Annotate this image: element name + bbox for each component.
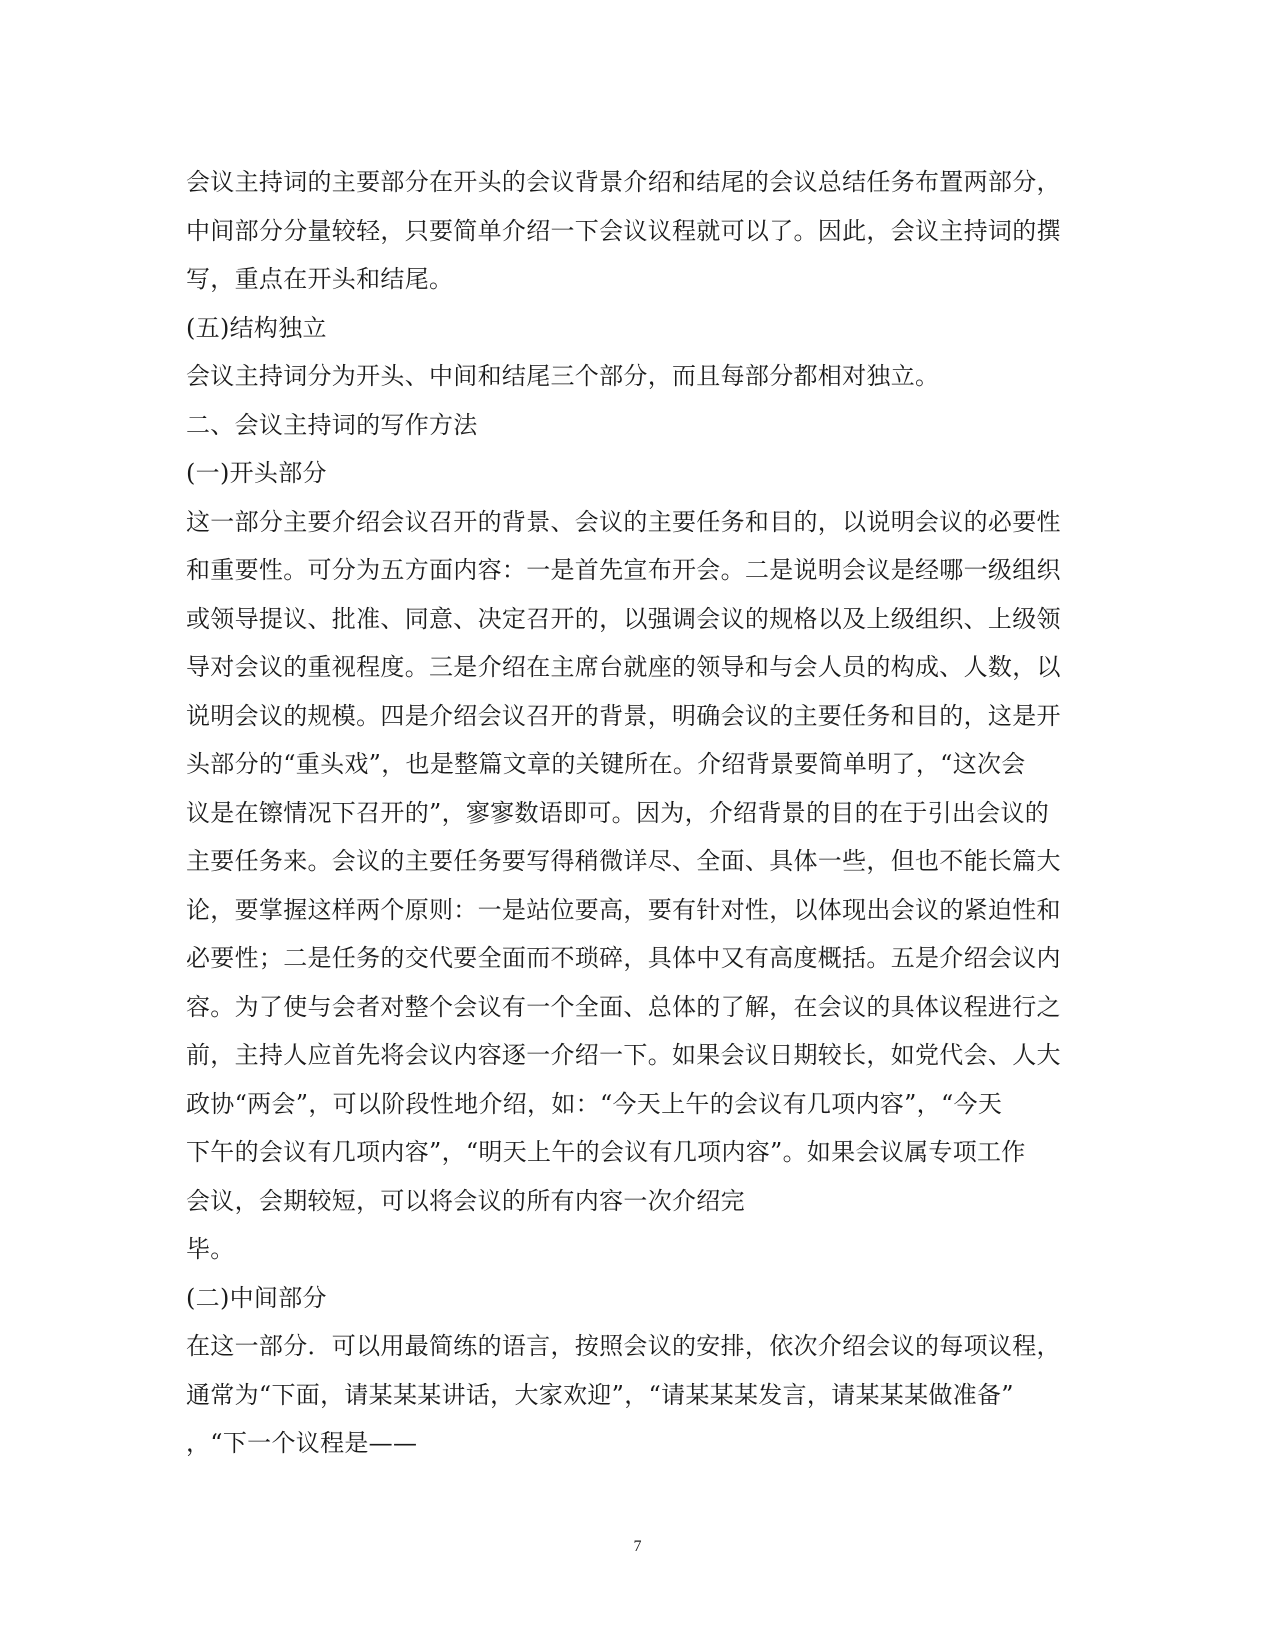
text-line: 通常为“下面，请某某某讲话，大家欢迎”，“请某某某发言，请某某某做准备” [186, 1380, 1014, 1409]
document-body [186, 158, 1091, 1468]
text-line: 写，重点在开头和结尾。 [186, 265, 454, 293]
text-line: 导对会议的重视程度。三是介绍在主席台就座的领导和与会人员的构成、人数，以 [186, 653, 1061, 681]
text-line: 主要任务来。会议的主要任务要写得稍微详尽、全面、具体一些，但也不能长篇大 [186, 847, 1061, 875]
text-line: 会议，会期较短，可以将会议的所有内容一次介绍完 [186, 1186, 745, 1215]
text-line: 必要性；二是任务的交代要全面而不琐碎，具体中又有高度概括。五是介绍会议内 [186, 944, 1061, 972]
text-line: 论，要掌握这样两个原则：一是站位要高，要有针对性，以体现出会议的紧迫性和 [186, 895, 1061, 924]
text-line: 下午的会议有几项内容”，“明天上午的会议有几项内容”。如果会议属专项工作 [186, 1138, 1026, 1166]
text-line: 在这一部分．可以用最简练的语言，按照会议的安排，依次介绍会议的每项议程， [186, 1332, 1061, 1360]
section-heading: (二)中间部分 [186, 1283, 327, 1312]
section-heading: (一)开头部分 [186, 459, 327, 487]
text-line: 政协“两会”，可以阶段性地介绍，如：“今天上午的会议有几项内容”，“今天 [186, 1089, 1003, 1118]
text-line: 中间部分分量较轻，只要简单介绍一下会议议程就可以了。因此，会议主持词的撰 [186, 216, 1061, 245]
text-line: 毕。 [186, 1235, 235, 1263]
text-line: 说明会议的规模。四是介绍会议召开的背景，明确会议的主要任务和目的，这是开 [186, 701, 1061, 730]
text-line: 或领导提议、批准、同意、决定召开的，以强调会议的规格以及上级组织、上级领 [186, 604, 1061, 633]
text-line: 容。为了使与会者对整个会议有一个全面、总体的了解，在会议的具体议程进行之 [186, 992, 1061, 1021]
section-heading: 二、会议主持词的写作方法 [186, 410, 478, 439]
text-line: 议是在镲情况下召开的”，寥寥数语即可。因为，介绍背景的目的在于引出会议的 [186, 798, 1050, 827]
text-line: 会议主持词的主要部分在开头的会议背景介绍和结尾的会议总结任务布置两部分， [186, 168, 1061, 196]
page-number: 7 [633, 1538, 642, 1555]
text-line: 这一部分主要介绍会议召开的背景、会议的主要任务和目的，以说明会议的必要性 [186, 507, 1061, 536]
text-line: 前，主持人应首先将会议内容逐一介绍一下。如果会议日期较长，如党代会、人大 [186, 1041, 1061, 1069]
text-line: 会议主持词分为开头、中间和结尾三个部分，而且每部分都相对独立。 [186, 362, 940, 390]
text-line: ，“下一个议程是—— [186, 1429, 418, 1457]
text-line: 和重要性。可分为五方面内容：一是首先宣布开会。二是说明会议是经哪一级组织 [186, 556, 1061, 584]
section-heading: (五)结构独立 [186, 313, 327, 342]
text-line: 头部分的“重头戏”，也是整篇文章的关键所在。介绍背景要简单明了，“这次会 [186, 750, 1026, 778]
